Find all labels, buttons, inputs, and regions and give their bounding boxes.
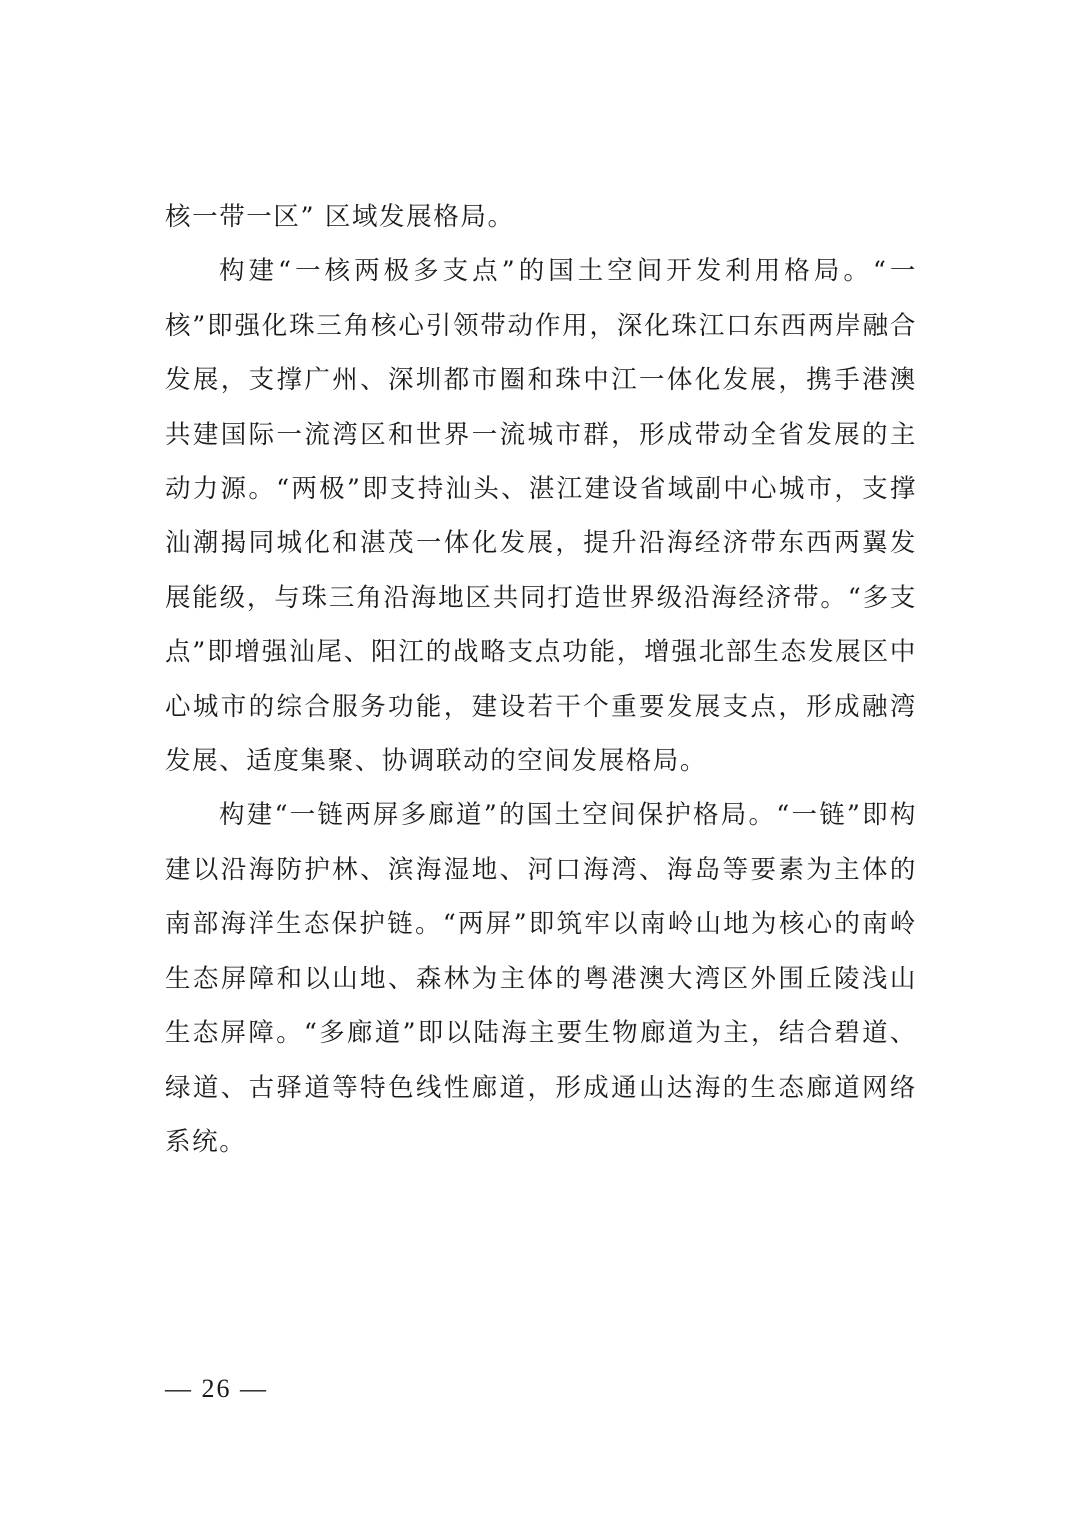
paragraph-continued: 核一带一区” 区域发展格局。: [165, 202, 515, 232]
paragraph-protection-pattern: 构建“一链两屏多廊道”的国土空间保护格局。“一链”即构建以沿海防护林、滨海湿地、河口海湾、海岛等要素为主体的南部海洋生态保护链。“两屏”即筑牢以南岭山地为核心的南岭生态屏障和以山地、森林为主体的粤港澳大湾区外围丘陵浅山生态屏障。“多廊道”即以陆海主要生物廊道为主，结合碧道、绿道、古驿道等特色线性廊道，形成通山达海的生态廊道网络系统。: [165, 800, 917, 1157]
page-number: — 26 —: [165, 1374, 268, 1403]
body-text: [165, 190, 917, 1169]
paragraph-development-pattern: 构建“一核两极多支点”的国土空间开发利用格局。“一核”即强化珠三角核心引领带动作用，深化珠江口东西两岸融合发展，支撑广州、深圳都市圈和珠中江一体化发展，携手港澳共建国际一流湾区和世界一流城市群，形成带动全省发展的主动力源。“两极”即支持汕头、湛江建设省域副中心城市，支撑汕潮揭同城化和湛茂一体化发展，提升沿海经济带东西两翼发展能级，与珠三角沿海地区共同打造世界级沿海经济带。“多支点”即增强汕尾、阳江的战略支点功能，增强北部生态发展区中心城市的综合服务功能，建设若干个重要发展支点，形成融湾发展、适度集聚、协调联动的空间发展格局。: [165, 256, 917, 777]
